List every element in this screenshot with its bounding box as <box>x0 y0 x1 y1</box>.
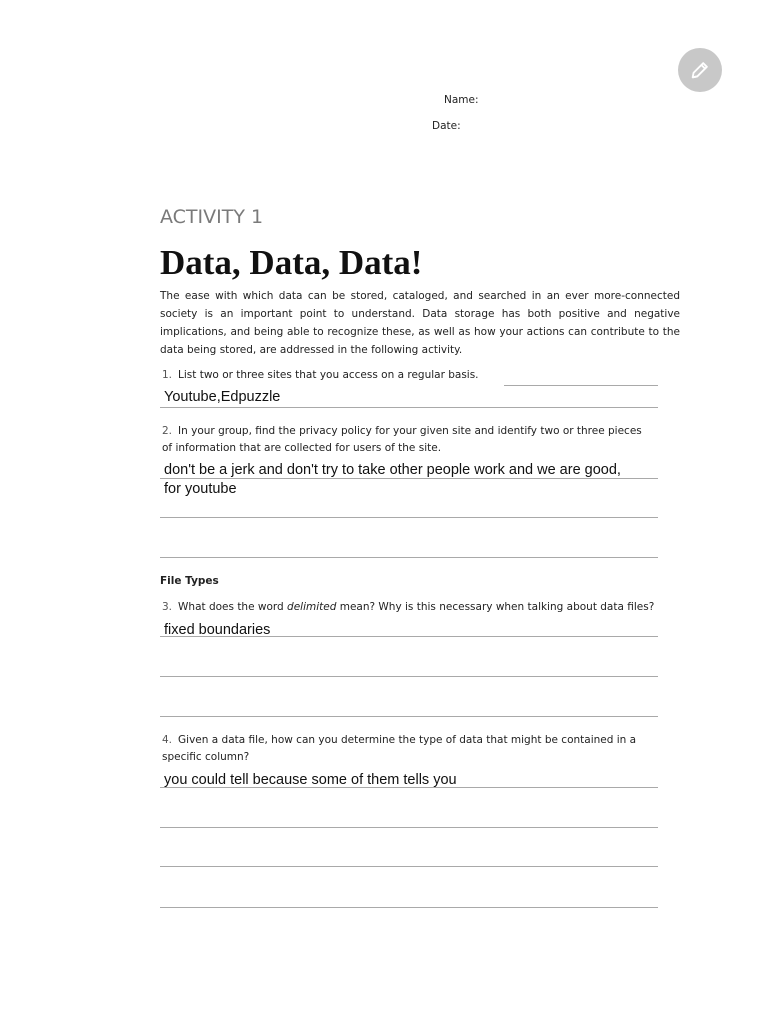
question-text-italic: delimited <box>287 601 337 613</box>
answer-line <box>504 385 658 386</box>
intro-paragraph: The ease with which data can be stored, cataloged, and searched in an ever more-connected society is an important point to understand. Data storage has both positive and negative implications, and being able to recognize these, as well as how your actions can contribute to the data being stored, are addressed in the following activity. <box>160 290 680 356</box>
answer-3-field[interactable]: fixed boundaries <box>164 622 271 638</box>
question-text: List two or three sites that you access on a regular basis. <box>178 369 479 381</box>
pencil-icon <box>689 59 711 81</box>
question-number: 3. <box>162 601 173 613</box>
question-number: 2. <box>162 425 173 437</box>
question-1 <box>162 367 502 384</box>
question-text: Given a data file, how can you determine the type of data that might be contained in a specific column? <box>162 734 637 763</box>
question-number: 4. <box>162 734 173 746</box>
answer-line <box>160 517 658 518</box>
answer-line <box>160 907 658 908</box>
answer-line <box>160 478 658 479</box>
answer-2-field-line1[interactable]: don't be a jerk and don't try to take other people work and we are good, <box>164 462 621 478</box>
answer-line <box>160 636 658 637</box>
question-text-before: What does the word <box>178 601 288 613</box>
answer-line <box>160 407 658 408</box>
answer-line <box>160 866 658 867</box>
answer-line <box>160 557 658 558</box>
question-text: In your group, find the privacy policy for your given site and identify two or three pieces of information that are collected for users of the site. <box>162 425 642 454</box>
date-label: Date: <box>432 120 461 132</box>
question-text-after: mean? Why is this necessary when talking about data files? <box>336 601 655 613</box>
question-2 <box>162 423 652 457</box>
answer-line <box>160 787 658 788</box>
activity-label: ACTIVITY 1 <box>160 206 264 228</box>
question-3 <box>162 599 662 616</box>
answer-2-field-line2[interactable]: for youtube <box>164 481 237 497</box>
page-title: Data, Data, Data! <box>160 243 423 282</box>
question-4 <box>162 732 664 766</box>
section-heading-file-types: File Types <box>160 575 219 587</box>
edit-button[interactable] <box>678 48 722 92</box>
answer-line <box>160 827 658 828</box>
answer-1-field[interactable]: Youtube,Edpuzzle <box>164 389 281 405</box>
answer-line <box>160 676 658 677</box>
name-label: Name: <box>444 94 479 106</box>
answer-4-field[interactable]: you could tell because some of them tells you <box>164 772 457 788</box>
question-number: 1. <box>162 369 173 381</box>
answer-line <box>160 716 658 717</box>
